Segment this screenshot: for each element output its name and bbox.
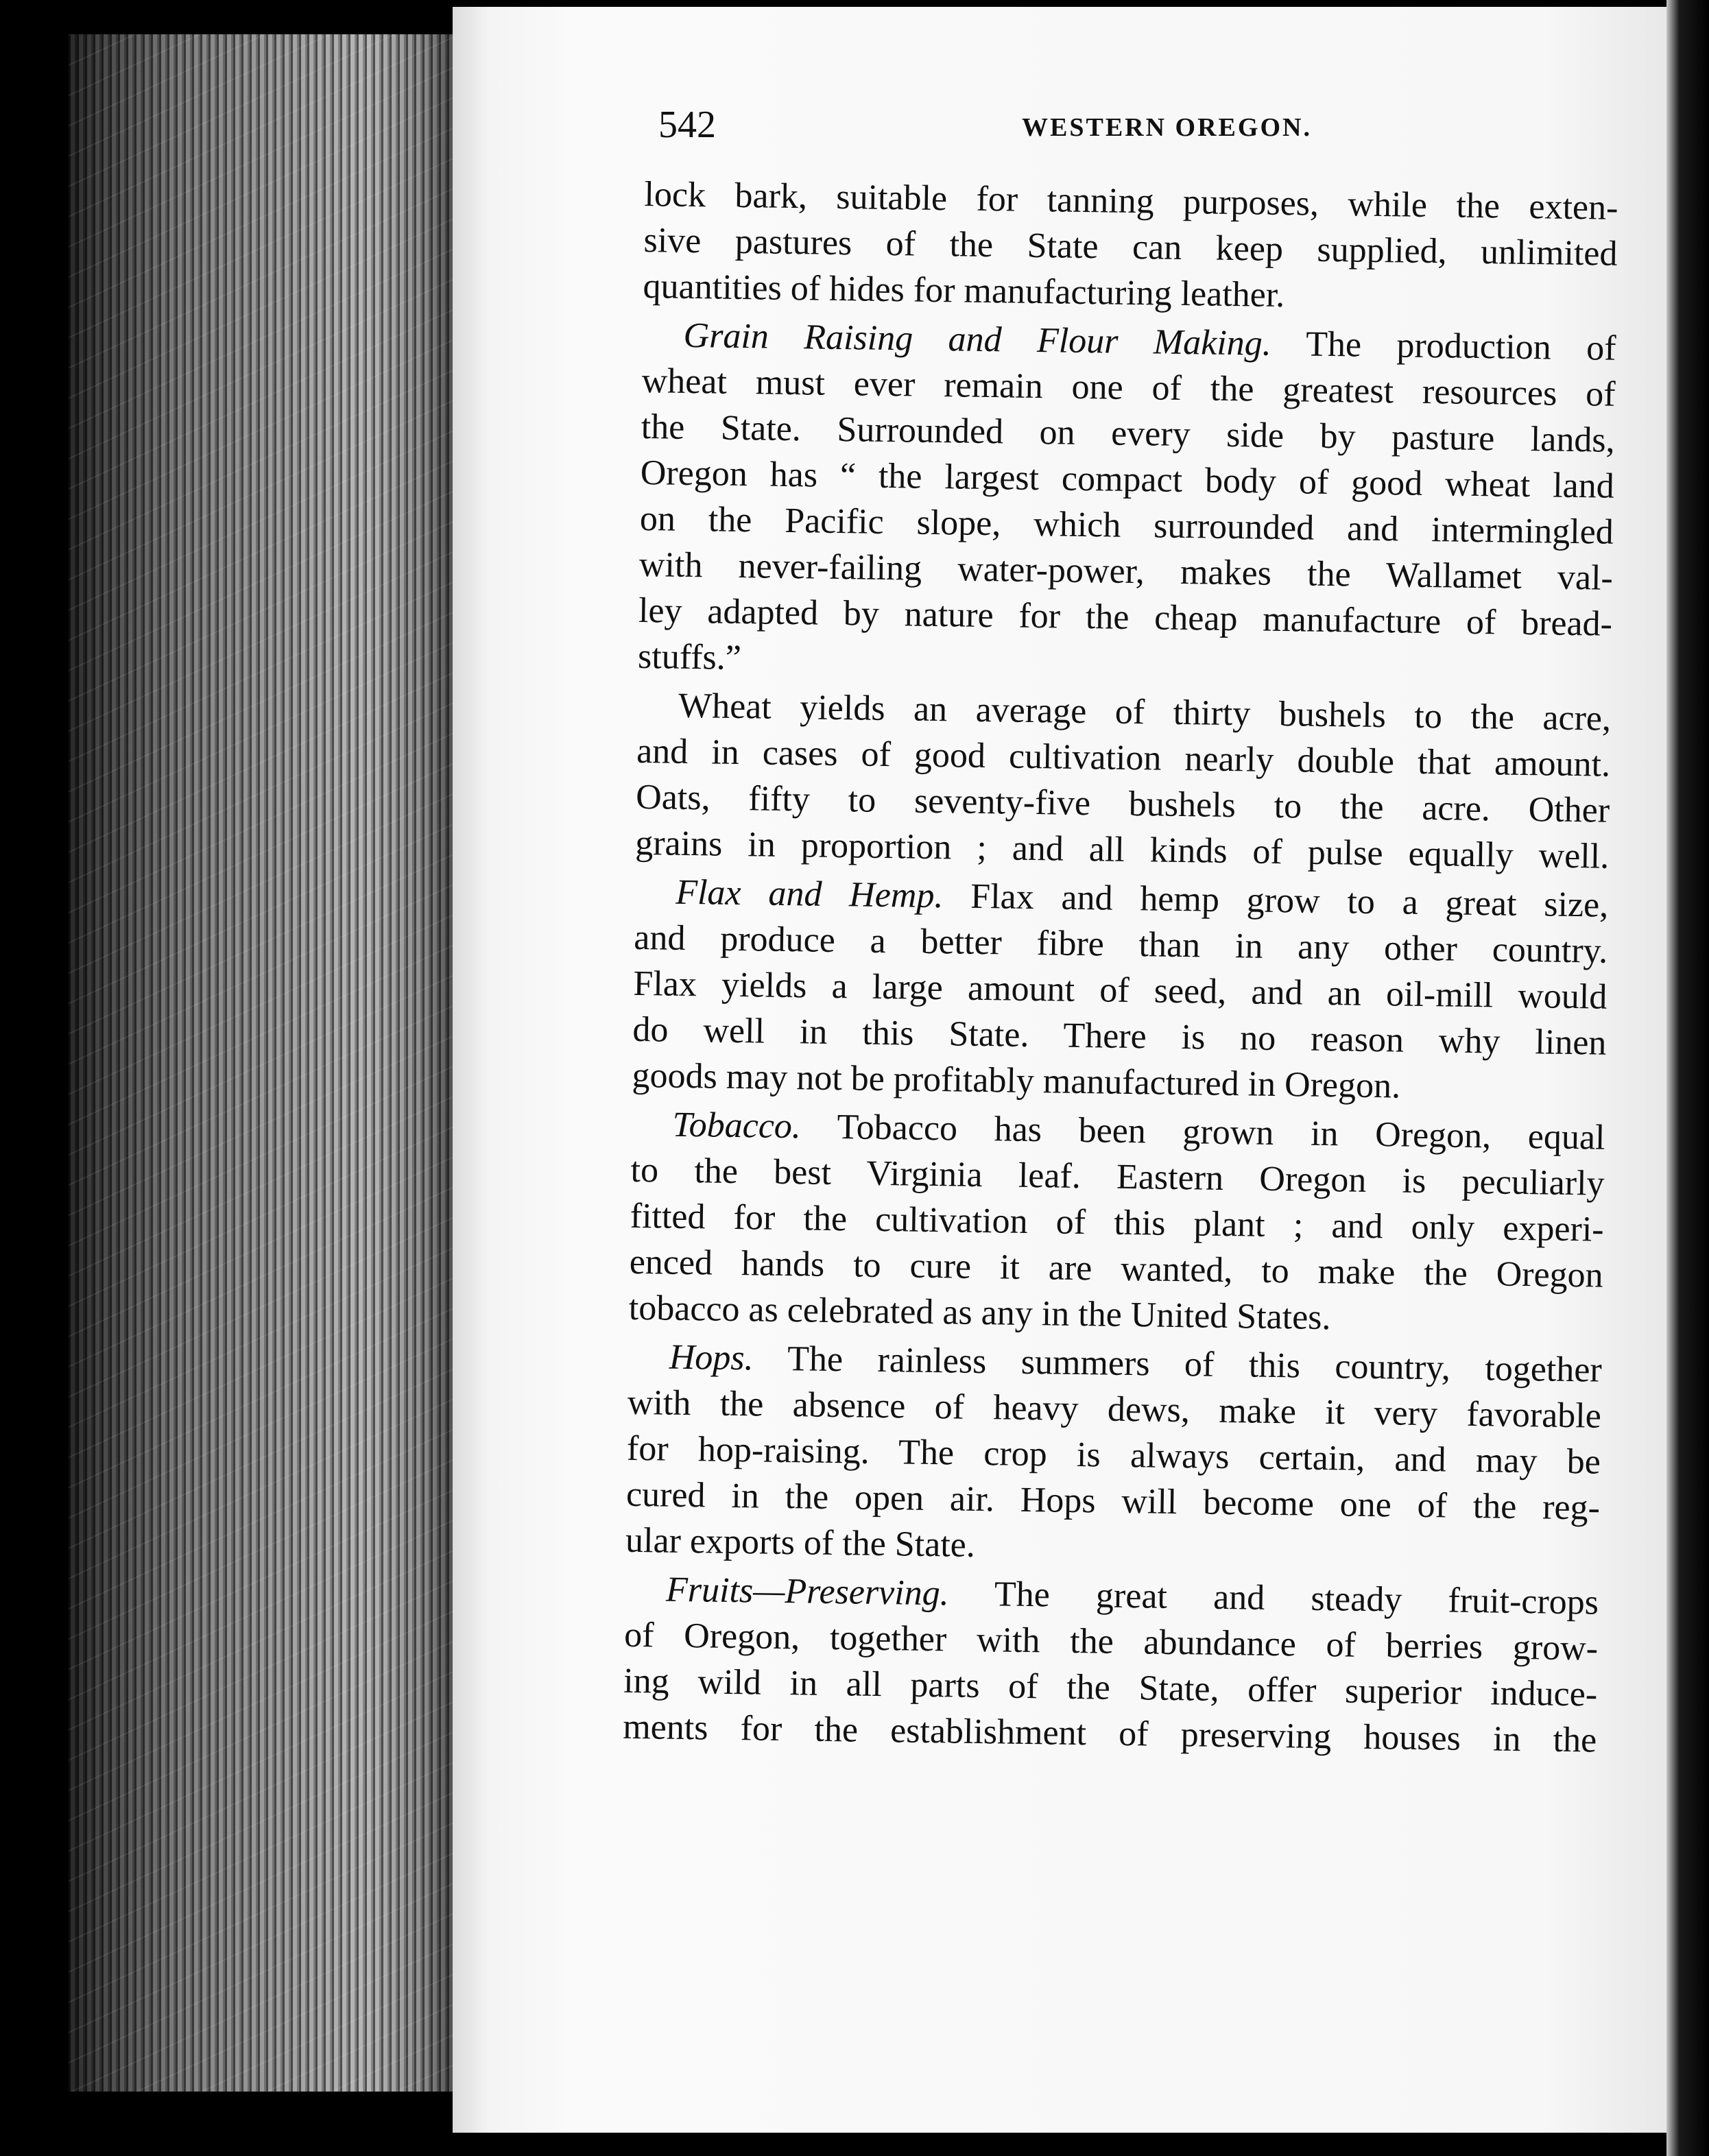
line-text: lock bark, suitable for tanning purposes, while the exten- [644, 174, 1618, 228]
line-text: ley adapted by nature for the cheap manufacture of bread- [638, 590, 1613, 644]
section-heading: Hops. [669, 1337, 754, 1378]
line-text: do well in this State. There is no reason why linen [632, 1009, 1607, 1063]
line-text: Oats, fifty to seventy-five bushels to the acre. Other [635, 777, 1610, 830]
line-text: for hop-raising. The crop is always certain, and may be [626, 1428, 1601, 1482]
line-text: sive pastures of the State can keep supplied, unlimited [643, 220, 1618, 274]
line-text: ments for the establishment of preserving houses in the [622, 1707, 1597, 1760]
line-text: The rainless summers of this country, together [753, 1339, 1603, 1390]
page-header [658, 103, 1618, 158]
line-text: Wheat yields an average of thirty bushels to the acre, [678, 686, 1612, 739]
line-text: Flax yields a large amount of seed, and an oil-mill would [633, 963, 1608, 1017]
line-text: cured in the open air. Hops will become one of the reg- [625, 1474, 1601, 1528]
line-text: enced hands to cure it are wanted, to make the Oregon [629, 1242, 1604, 1295]
section-heading: Grain Raising and Flour Making. [683, 315, 1272, 363]
line-text: The great and steady fruit-crops [948, 1574, 1599, 1622]
section-heading: Tobacco. [672, 1105, 802, 1147]
line-text: Tobacco has been grown in Oregon, equal [800, 1107, 1605, 1158]
line-text: Flax and hemp grow to a great size, [943, 876, 1609, 925]
line-text: grains in proportion ; and all kinds of pulse equally well. [634, 823, 1610, 876]
line-text: on the Pacific slope, which surrounded and intermingled [639, 499, 1614, 552]
line-text: and produce a better fibre than in any other country. [633, 918, 1608, 971]
line-text: ing wild in all parts of the State, offer superior induce- [623, 1661, 1598, 1714]
section-heading: Flax and Hemp. [675, 872, 944, 916]
line-text: with the absence of heavy dews, make it very favorable [627, 1382, 1602, 1436]
line-text: stuffs.” [637, 636, 742, 678]
line-text: The production of [1271, 324, 1616, 368]
line-text: wheat must ever remain one of the greatest resources of [641, 361, 1616, 414]
section-heading: Fruits—Preserving. [665, 1570, 950, 1614]
line-text: ular exports of the State. [625, 1520, 976, 1565]
running-head: WESTERN OREGON. [1022, 113, 1312, 142]
right-binding-shadow [1666, 0, 1709, 2156]
page-number: 542 [658, 104, 716, 146]
line-text: fitted for the cultivation of this plant ; and only experi- [630, 1196, 1604, 1249]
line-text: Oregon has “ the largest compact body of good wheat land [640, 453, 1615, 506]
line-text: with never-failing water-power, makes the Wallamet val- [638, 544, 1614, 598]
book-page-edges [69, 34, 453, 2092]
line-text: quantities of hides for manufacturing leather. [643, 266, 1285, 315]
line-text: tobacco as celebrated as any in the United States. [628, 1288, 1331, 1338]
line-text: goods may not be profitably manufactured in Oregon. [632, 1055, 1401, 1106]
edge-texture [69, 34, 453, 2092]
line-text: to the best Virginia leaf. Eastern Oregon is peculiarly [630, 1150, 1605, 1203]
line-text: of Oregon, together with the abundance of berries grow- [623, 1615, 1599, 1668]
body-text [623, 171, 1618, 1764]
line-text: the State. Surrounded on every side by pasture lands, [641, 407, 1616, 460]
line-text: and in cases of good cultivation nearly double that amount. [636, 731, 1611, 784]
